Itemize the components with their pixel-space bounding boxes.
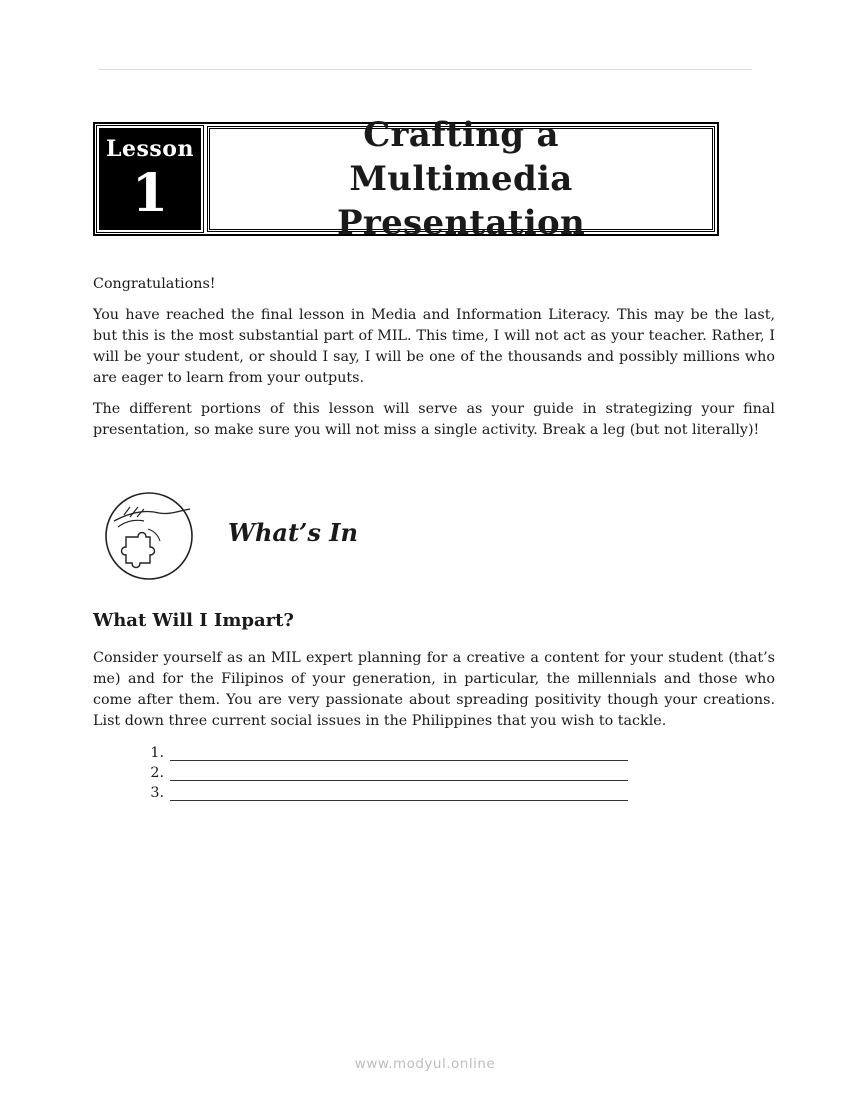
puzzle-hand-icon (104, 491, 194, 581)
section-subheading: What Will I Impart? (93, 610, 294, 631)
lesson-title-box (207, 115, 715, 243)
intro-paragraph-2: The different portions of this lesson will serve as your guide in strategizing your final presentation, so make sure you will not miss a single activity. Break a leg (but not literally)! (93, 401, 775, 438)
activity-instructions: Consider yourself as an MIL expert planning for a creative a content for your student (that’s me) and for the Filipinos of your generation, in particular, the millennials and those who come after them. You are very passionate about spreading positivity though your creations. List down three current social issues in the Philippines that you wish to tackle. (93, 650, 775, 729)
lesson-banner (93, 115, 719, 243)
answer-number: 2. (150, 765, 164, 781)
top-divider (98, 69, 752, 70)
answer-item (140, 741, 628, 761)
section-title: What’s In (228, 518, 358, 547)
answer-number: 3. (150, 785, 164, 801)
lesson-badge (97, 126, 203, 232)
answer-number: 1. (150, 745, 164, 761)
answer-item (140, 781, 628, 801)
lesson-title: Crafting a Multimedia Presentation (337, 115, 585, 243)
lesson-number: 1 (131, 163, 169, 224)
lesson-label: Lesson (106, 136, 194, 162)
intro-paragraph-1: You have reached the final lesson in Media and Information Literacy. This may be the last, but this is the most substantial part of MIL. This time, I will not act as your teacher. Rather, I will be your student, or should I say, I will be one of the thousands and possibly millions who are eager to learn from your outputs. (93, 307, 775, 386)
answer-blank[interactable] (170, 786, 628, 801)
answer-blank[interactable] (170, 746, 628, 761)
answer-item (140, 761, 628, 781)
answer-list (140, 741, 628, 801)
greeting-text: Congratulations! (93, 276, 216, 292)
watermark: www.modyul.online (354, 1056, 496, 1072)
answer-blank[interactable] (170, 766, 628, 781)
